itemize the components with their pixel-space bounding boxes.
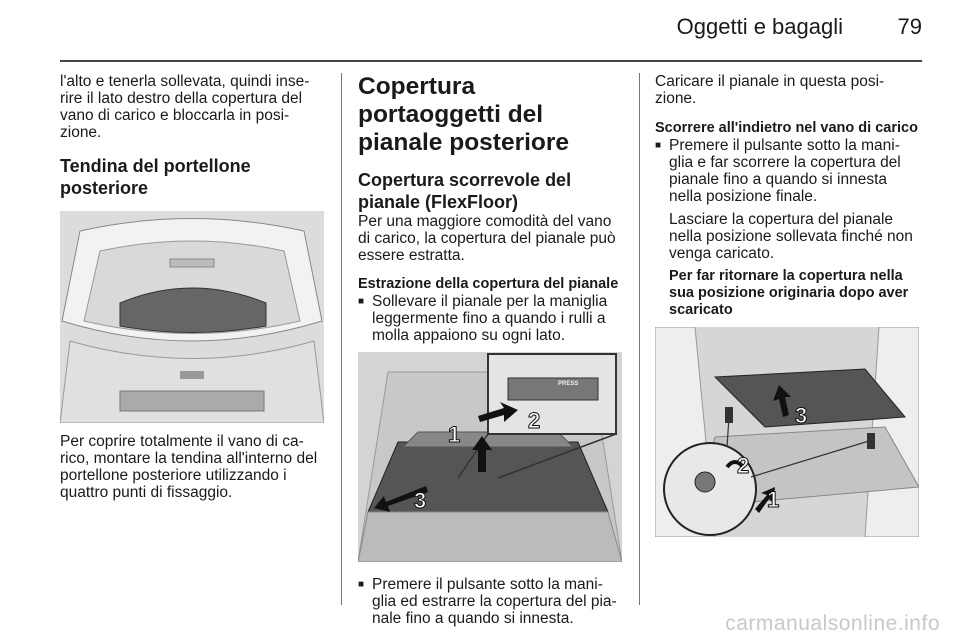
page-number: 79 [897,14,922,39]
ritornare-label: Per far ritornare la copertura nella sua posizione originaria dopo aver scaricato [669,268,909,318]
column-divider-1 [341,73,342,605]
caricare-paragraph: Caricare il pianale in questa posi-zione. [655,73,885,107]
figure-callout-3: 3 [414,488,427,513]
tendina-caption: Per coprire totalmente il vano di ca-rico, montare la tendina all'interno del portellone posteriore utilizzando i quattro punti di fissaggio. [60,433,318,501]
column-right [655,73,923,537]
bullet-sollevare: ■ Sollevare il pianale per la maniglia leggermente fino a quando i rulli a molla appaiono su ogni lato. [358,293,623,344]
figure-callout-1: 1 [767,487,780,512]
section-heading-tendina: Tendina del portellone posteriore [60,156,251,198]
lasciare-paragraph: Lasciare la copertura del pianale nella posizione sollevata finché non venga caricato. [669,211,913,262]
section-title-copertura: Copertura portaoggetti del pianale posteriore [358,73,570,156]
figure-callout-1: 1 [448,422,461,447]
continued-paragraph: l'alto e tenerla sollevata, quindi inse-rire il lato destro della copertura del vano di carico e bloccarla in posi-zione. [60,73,310,141]
figure-tailgate-cover [60,211,324,423]
column-middle [358,73,623,627]
header-divider [60,60,922,62]
subsection-heading-flexfloor: Copertura scorrevole del pianale (FlexFloor) [358,170,572,212]
procedure-label-scorrere: Scorrere all'indietro nel vano di carico [655,120,918,136]
procedure-label-estrazione: Estrazione della copertura del pianale [358,276,619,292]
figure-flexfloor-extract [358,352,622,562]
footer-watermark-url: carmanualsonline.info [725,612,940,635]
column-left [60,73,325,501]
flexfloor-intro: Per una maggiore comodità del vano di carico, la copertura del pianale può essere estratta. [358,213,616,264]
tailgate-illustration [60,211,324,423]
bullet-premere-estrarre: ■ Premere il pulsante sotto la mani-glia ed estrarre la copertura del pia-nale fino a quando si innesta. [358,576,623,627]
figure-callout-2: 2 [528,408,541,433]
figure-callout-2: 2 [737,453,750,478]
figure-press-label: PRESS [558,381,579,387]
bullet-premere-scorrere: ■ Premere il pulsante sotto la mani-glia e far scorrere la copertura del pianale fino a quando si innesta nella posizione finale. [655,137,923,205]
column-divider-2 [639,73,640,605]
figure-flexfloor-return [655,327,919,537]
page-header-title: Oggetti e bagagli [676,14,843,39]
figure-callout-3: 3 [795,403,808,428]
